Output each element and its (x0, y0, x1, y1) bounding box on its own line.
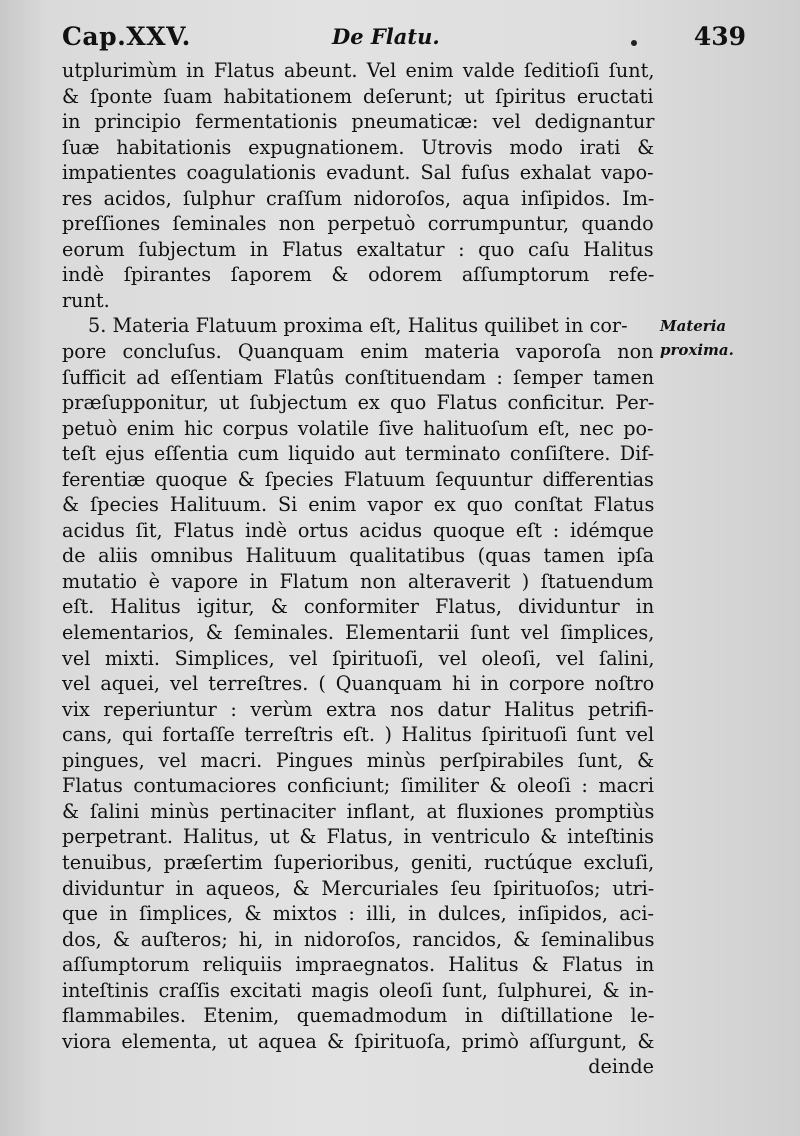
text-line: & ſalini minùs pertinaciter inflant, at fluxiones promptiùs (62, 799, 655, 823)
text-line: preſſiones ſeminales non perpetuò corrumpuntur, quando (62, 212, 654, 236)
text-line: vix reperiuntur : verùm extra nos datur Halitus petrifi- (62, 697, 654, 721)
text-line: flammabiles. Etenim, quemadmodum in diſtillatione le- (62, 1004, 655, 1028)
text-line: runt. (62, 288, 110, 312)
text-line: & ſpecies Halituum. Si enim vapor ex quo conſtat Flatus (62, 493, 655, 517)
text-line: pore concluſus. Quanquam enim materia vaporoſa non (62, 340, 654, 364)
text-line: utplurimùm in Flatus abeunt. Vel enim valde ſeditioſi ſunt, (62, 59, 655, 82)
section-title: De Flatu. (332, 24, 440, 49)
margin-note (660, 314, 734, 362)
text-line: indè ſpirantes ſaporem & odorem aſſumptorum refe- (62, 263, 655, 287)
text-line: deinde (588, 1055, 654, 1079)
text-line: dos, & auſteros; hi, in nidoroſos, rancidos, & ſeminalibus (62, 927, 655, 951)
text-line: que in ſimplices, & mixtos : illi, in dulces, inſipidos, aci- (62, 902, 655, 926)
chapter-label: Cap.XXV. (62, 22, 191, 51)
text-line: vel aquei, vel terreſtres. ( Quanquam hi in corpore noſtro (62, 672, 655, 696)
text-line: in principio fermentationis pneumaticæ: vel dedignantur (62, 110, 655, 134)
text-line: impatientes coagulationis evadunt. Sal fuſus exhalat vapo- (62, 161, 654, 185)
text-line: eorum ſubjectum in Flatus exaltatur : quo caſu Halitus (62, 237, 654, 261)
text-line: ſufficit ad eſſentiam Flatûs conſtituendam : ſemper tamen (62, 365, 655, 389)
text-line: mutatio è vapore in Flatum non alteraverit ) ſtatuendum (62, 569, 654, 593)
show-through-bleed (702, 686, 762, 706)
text-line: inteſtinis craſſis excitati magis oleoſi ſunt, ſulphurei, & in- (62, 978, 655, 1002)
text-line: cans, qui fortaſſe terreſtris eſt. ) Halitus ſpirituoſi ſunt vel (62, 723, 655, 747)
body-text (62, 58, 654, 1080)
text-line: petuò enim hic corpus volatile ſive halituoſum eſt, nec po- (62, 416, 654, 440)
text-line: & ſponte ſuam habitationem deſerunt; ut ſpiritus eructati (62, 84, 654, 108)
text-line: dividuntur in aqueos, & Mercuriales ſeu ſpirituoſos; utri- (62, 876, 655, 900)
text-line: ferentiæ quoque & ſpecies Flatuum ſequuntur differentias (62, 467, 654, 491)
text-line: perpetrant. Halitus, ut & Flatus, in ventriculo & inteſtinis (62, 825, 655, 849)
running-header (62, 22, 760, 58)
ink-speck (631, 40, 637, 46)
margin-note-line: proxima. (660, 341, 734, 359)
text-line: tenuibus, præſertim ſuperioribus, geniti, ructúque excluſi, (62, 850, 655, 874)
text-line: elementarios, & ſeminales. Elementarii ſunt vel ſimplices, (62, 621, 655, 645)
margin-note-line: Materia (660, 317, 727, 335)
text-line: acidus ſit, Flatus indè ortus acidus quoque eſt : idémque (62, 518, 654, 542)
text-line: eſt. Halitus igitur, & conformiter Flatus, dividuntur in (62, 595, 655, 619)
text-line: ſuæ habitationis expugnationem. Utrovis modo irati & (62, 135, 655, 159)
text-line: Flatus contumaciores conficiunt; ſimiliter & oleoſi : macri (62, 774, 655, 798)
text-line: res acidos, ſulphur craſſum nidoroſos, aqua inſipidos. Im- (62, 186, 655, 210)
text-line: teſt ejus eſſentia cum liquido aut terminato conſiſtere. Dif- (62, 442, 655, 466)
text-line: pingues, vel macri. Pingues minùs perſpirabiles ſunt, & (62, 748, 655, 772)
text-line: præſupponitur, ut ſubjectum ex quo Flatus conficitur. Per- (62, 391, 655, 415)
text-line: aſſumptorum reliquiis impraegnatos. Halitus & Flatus in (62, 953, 655, 977)
text-line: de aliis omnibus Halituum qualitatibus (quas tamen ipſa (62, 544, 655, 568)
page-number: 439 (693, 22, 746, 51)
text-line: 5. Materia Flatuum proxima eſt, Halitus quilibet in cor- (88, 314, 628, 338)
text-line: vel mixti. Simplices, vel ſpirituoſi, vel oleoſi, vel ſalini, (62, 646, 655, 670)
text-line: viora elementa, ut aquea & ſpirituoſa, primò aſſurgunt, & (62, 1029, 655, 1053)
